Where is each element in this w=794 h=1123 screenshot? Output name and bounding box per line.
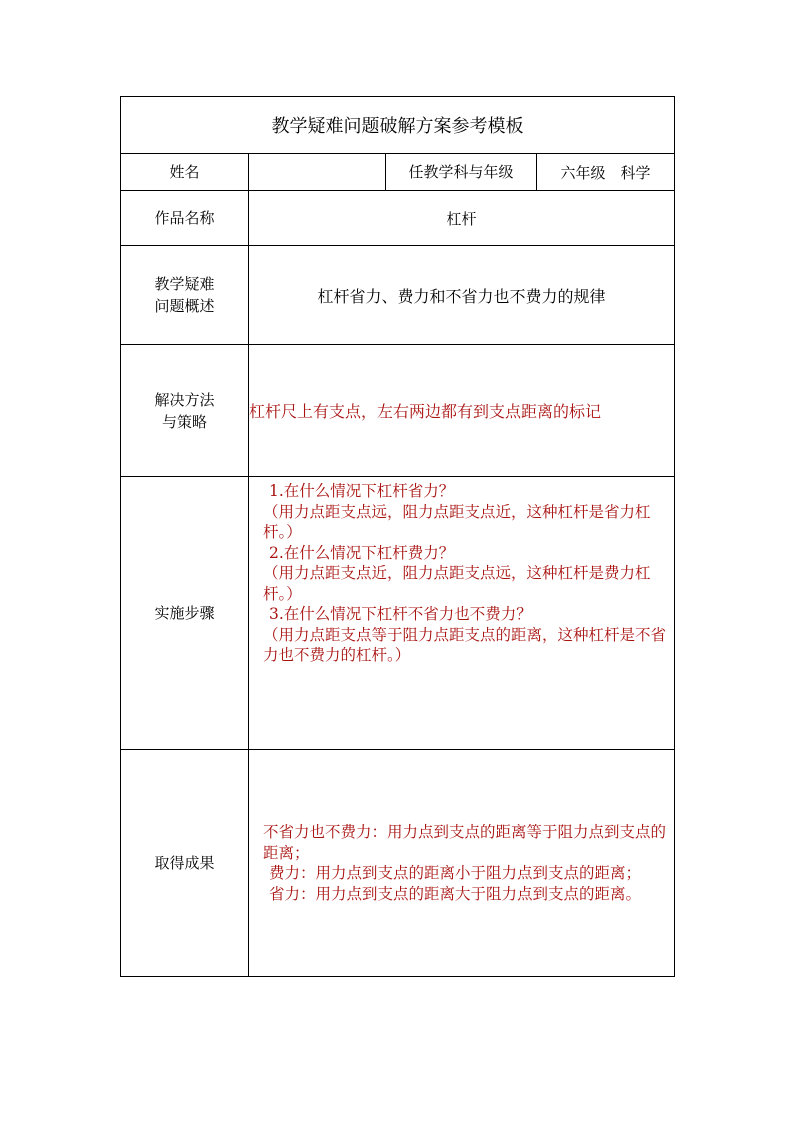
name-label: 姓名	[121, 154, 249, 191]
results-content	[249, 750, 675, 977]
strategy-label	[121, 345, 249, 477]
subject-grade-value: 六年级 科学	[537, 154, 675, 191]
strategy-value: 杠杆尺上有支点，左右两边都有到支点距离的标记	[249, 345, 675, 477]
work-name-value: 杠杆	[249, 191, 675, 246]
problem-label	[121, 246, 249, 345]
step-2-question: 2.在什么情况下杠杆费力？	[269, 543, 455, 562]
template-form-table	[120, 96, 675, 977]
step-3-question: 3.在什么情况下杠杆不省力也不费力？	[269, 605, 532, 623]
result-equal: 不省力也不费力：用力点到支点的距离等于阻力点到支点的距离；	[263, 823, 667, 862]
subject-grade-label: 任教学科与年级	[386, 154, 537, 191]
problem-label-line2: 问题概述	[154, 297, 215, 315]
steps-label: 实施步骤	[121, 477, 249, 750]
result-saving: 省力：用力点到支点的距离大于阻力点到支点的距离。	[269, 884, 642, 903]
problem-value: 杠杆省力、费力和不省力也不费力的规律	[249, 246, 675, 345]
result-costly: 费力：用力点到支点的距离小于阻力点到支点的距离；	[269, 864, 642, 882]
strategy-label-line2: 与策略	[161, 412, 207, 431]
step-2-answer: （用力点距支点近，阻力点距支点远，这种杠杆是费力杠杆。）	[263, 564, 651, 603]
strategy-label-line1: 解决方法	[154, 390, 215, 409]
work-name-label: 作品名称	[121, 191, 249, 246]
step-3-answer: （用力点距支点等于阻力点距支点的距离，这种杠杆是不省力也不费力的杠杆。）	[263, 625, 667, 664]
results-label: 取得成果	[121, 750, 249, 977]
name-value	[249, 154, 386, 191]
problem-label-line1: 教学疑难	[154, 275, 215, 293]
form-title: 教学疑难问题破解方案参考模板	[121, 97, 675, 154]
step-1-answer: （用力点距支点远，阻力点距支点近，这种杠杆是省力杠杆。）	[263, 502, 651, 541]
step-1-question: 1.在什么情况下杠杆省力？	[269, 482, 455, 500]
steps-content	[249, 477, 675, 750]
